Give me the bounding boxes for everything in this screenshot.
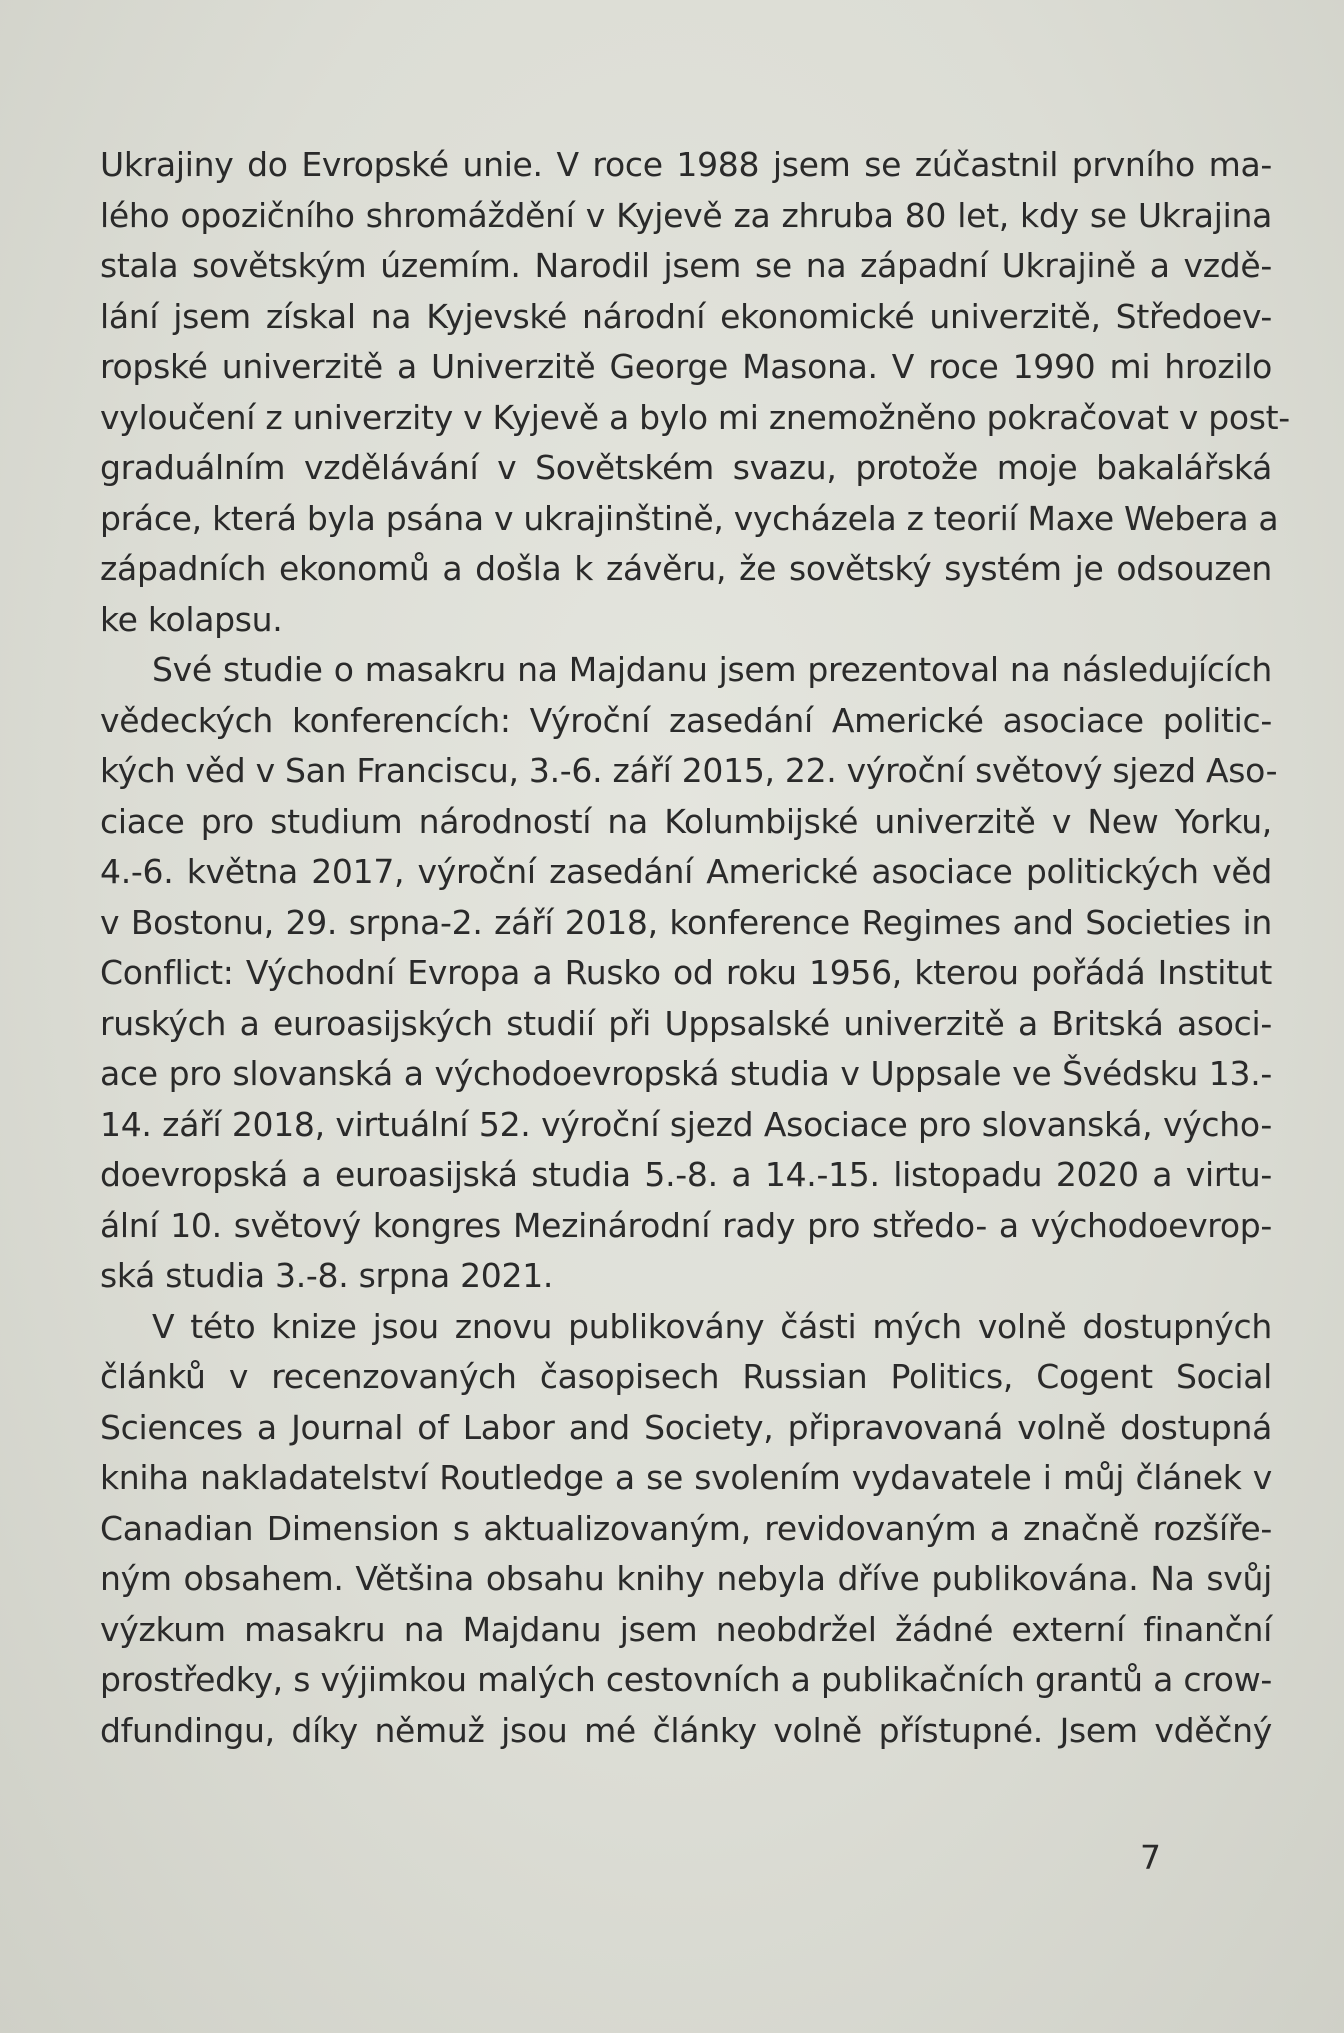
text-line: kých věd v San Franciscu, 3.-6. září 2015, 22. výroční světový sjezd Aso- [100, 751, 1278, 790]
body-text [100, 140, 1290, 1756]
text-line: Ukrajiny do Evropské unie. V roce 1988 jsem se zúčastnil prvního ma- [100, 145, 1272, 184]
text-line: článků v recenzovaných časopisech Russian Politics, Cogent Social [100, 1357, 1272, 1396]
text-line: ruských a euroasijských studií při Uppsalské univerzitě a Britská asoci- [100, 1003, 1272, 1043]
text-line: kniha nakladatelství Routledge a se svolením vydavatele i můj článek v [100, 1458, 1272, 1497]
text-line: V této knize jsou znovu publikovány části mých volně dostupných [152, 1306, 1272, 1346]
text-line: 14. září 2018, virtuální 52. výroční sjezd Asociace pro slovanská, výcho- [100, 1104, 1272, 1144]
text-line: 4.-6. května 2017, výroční zasedání Americké asociace politických věd [100, 852, 1272, 891]
text-line: ální 10. světový kongres Mezinárodní rady pro středo- a východoevrop- [100, 1205, 1272, 1245]
text-line: západních ekonomů a došla k závěru, že sovětský systém je odsouzen [100, 549, 1272, 588]
text-line: ným obsahem. Většina obsahu knihy nebyla dříve publikována. Na svůj [100, 1559, 1272, 1598]
text-line: ciace pro studium národností na Kolumbijské univerzitě v New Yorku, [100, 801, 1272, 841]
text-line: Canadian Dimension s aktualizovaným, revidovaným a značně rozšíře- [100, 1508, 1272, 1548]
text-line: ace pro slovanská a východoevropská studia v Uppsale ve Švédsku 13.- [100, 1054, 1272, 1093]
text-line: doevropská a euroasijská studia 5.-8. a 14.-15. listopadu 2020 a virtu- [100, 1155, 1272, 1194]
text-line: dfundingu, díky němuž jsou mé články volně přístupné. Jsem vděčný [100, 1710, 1272, 1750]
text-line: práce, která byla psána v ukrajinštině, vycházela z teorií Maxe Webera a [100, 498, 1279, 538]
text-line: v Bostonu, 29. srpna-2. září 2018, konference Regimes and Societies in [100, 902, 1272, 942]
text-line: Své studie o masakru na Majdanu jsem prezentoval na následujících [152, 650, 1272, 689]
text-line: Conflict: Východní Evropa a Rusko od roku 1956, kterou pořádá Institut [100, 953, 1272, 992]
text-line: vědeckých konferencích: Výroční zasedání Americké asociace politic- [100, 700, 1272, 740]
text-line: graduálním vzdělávání v Sovětském svazu, protože moje bakalářská [100, 448, 1272, 487]
paragraph [100, 140, 1290, 645]
page-number: 7 [1140, 1838, 1161, 1877]
text-line: výzkum masakru na Majdanu jsem neobdržel žádné externí finanční [100, 1609, 1272, 1649]
text-line: Sciences a Journal of Labor and Society, připravovaná volně dostupná [100, 1407, 1272, 1447]
text-line: ke kolapsu. [100, 599, 283, 639]
text-line: lého opozičního shromáždění v Kyjevě za zhruba 80 let, kdy se Ukrajina [100, 195, 1272, 235]
text-line: vyloučení z univerzity v Kyjevě a bylo mi znemožněno pokračovat v post- [100, 397, 1290, 437]
text-line: lání jsem získal na Kyjevské národní ekonomické univerzitě, Středoev- [100, 296, 1272, 336]
paragraph [100, 645, 1278, 1302]
text-line: ropské univerzitě a Univerzitě George Masona. V roce 1990 mi hrozilo [100, 347, 1272, 386]
text-line: ská studia 3.-8. srpna 2021. [100, 1256, 554, 1295]
paragraph [100, 1302, 1272, 1757]
text-line: prostředky, s výjimkou malých cestovních a publikačních grantů a crow- [100, 1660, 1272, 1699]
text-line: stala sovětským územím. Narodil jsem se na západní Ukrajině a vzdě- [100, 246, 1272, 285]
